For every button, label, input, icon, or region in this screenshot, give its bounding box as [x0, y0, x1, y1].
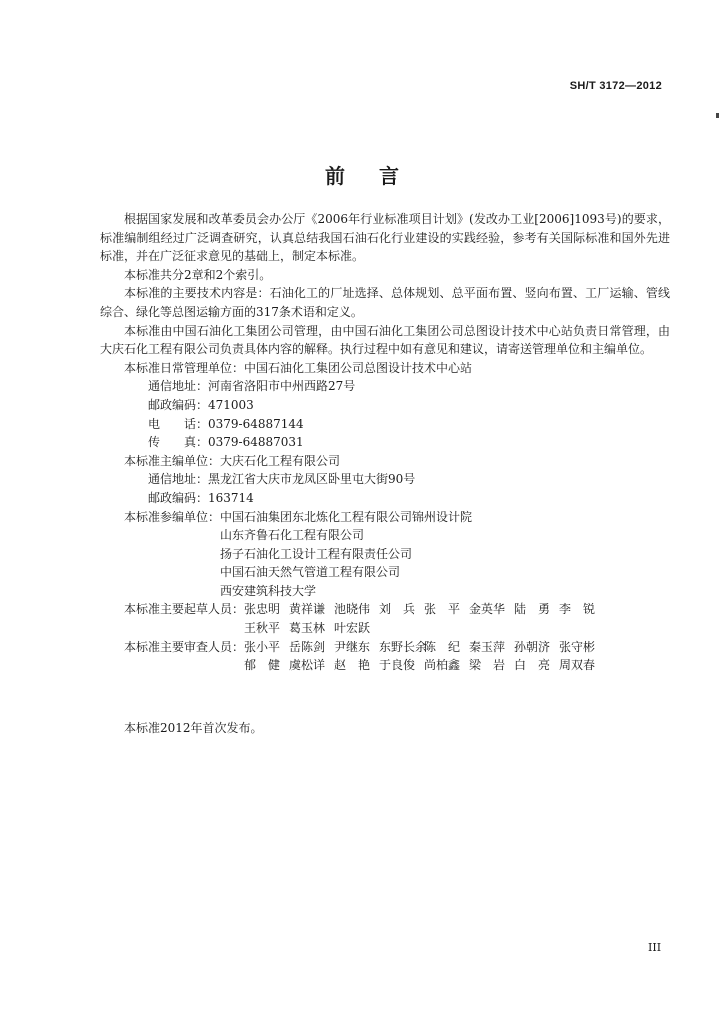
reviewer-name: 秦玉萍 — [469, 639, 506, 654]
reviewers-line — [244, 656, 604, 675]
paragraph-management: 本标准由中国石油化工集团公司管理，由中国石油化工集团公司总图设计技术中心站负责日常管理，由大庆石化工程有限公司负责具体内容的解释。执行过程中如有意见和建议，请寄送管理单位和主编单位。 — [100, 323, 670, 357]
drafter-name: 金英华 — [469, 602, 506, 617]
drafter-name: 张忠明 — [244, 602, 281, 617]
reviewer-name: 郁 健 — [244, 658, 281, 673]
management-unit-postcode: 邮政编码：471003 — [148, 397, 254, 412]
management-unit-row — [100, 359, 670, 378]
participating-unit: 中国石油集团东北炼化工程有限公司锦州设计院 — [220, 509, 473, 524]
reviewer-name: 白 亮 — [514, 658, 551, 673]
management-unit-phone: 电 话：0379-64887144 — [148, 416, 304, 431]
edge-mark — [716, 113, 719, 118]
drafter-name: 叶宏跃 — [334, 621, 371, 636]
management-unit-name: 中国石油化工集团公司总图设计技术中心站 — [244, 360, 473, 375]
drafter-name: 张 平 — [424, 602, 461, 617]
paragraph-basis: 根据国家发展和改革委员会办公厅《2006年行业标准项目计划》(发改办工业[2006]1093号)的要求，标准编制组经过广泛调查研究，认真总结我国石油石化行业建设的实践经验，参考有关国际标准和国外先进标准，并在广泛征求意见的基础上，制定本标准。 — [100, 212, 670, 264]
participating-unit: 山东齐鲁石化工程有限公司 — [220, 528, 365, 543]
drafter-name: 葛玉林 — [289, 621, 326, 636]
participating-units-list — [220, 508, 472, 601]
drafter-name: 黄祥谦 — [289, 602, 326, 617]
reviewer-name: 陈 纪 — [424, 639, 461, 654]
editor-unit-name: 大庆石化工程有限公司 — [220, 453, 341, 468]
drafters-label: 本标准主要起草人员： — [124, 602, 245, 617]
participating-units-label: 本标准参编单位： — [124, 509, 221, 524]
reviewer-name: 尚柏鑫 — [424, 658, 461, 673]
drafter-name: 池晓伟 — [334, 602, 371, 617]
participating-unit: 中国石油天然气管道工程有限公司 — [220, 565, 401, 580]
reviewer-name: 赵 艳 — [334, 658, 371, 673]
reviewer-name: 孙朝济 — [514, 639, 551, 654]
drafters-line — [244, 600, 604, 619]
reviewer-name: 东野长余 — [379, 639, 428, 654]
management-unit-label: 本标准日常管理单位： — [124, 360, 245, 375]
drafter-name: 刘 兵 — [379, 602, 416, 617]
participating-units-row — [100, 508, 670, 601]
management-unit-address: 通信地址：河南省洛阳市中州西路27号 — [148, 379, 356, 394]
editor-unit-label: 本标准主编单位： — [124, 453, 221, 468]
reviewers-line — [244, 638, 604, 657]
editor-unit-postcode: 邮政编码：163714 — [148, 490, 254, 505]
reviewers-names — [244, 638, 604, 675]
drafters-row — [100, 600, 670, 637]
reviewer-name: 张守彬 — [559, 639, 596, 654]
page-title: 前言 — [325, 164, 433, 188]
reviewer-name: 尹继东 — [334, 639, 371, 654]
reviewer-name: 于良俊 — [379, 658, 416, 673]
reviewer-name: 岳陈剑 — [289, 639, 326, 654]
release-note: 本标准2012年首次发布。 — [124, 720, 263, 735]
preface-body — [100, 210, 670, 737]
management-unit-fax: 传 真：0379-64887031 — [148, 435, 304, 450]
reviewers-label: 本标准主要审查人员： — [124, 639, 245, 654]
paragraph-content: 本标准的主要技术内容是：石油化工的厂址选择、总体规划、总平面布置、竖向布置、工厂运输、管线综合、绿化等总图运输方面的317条术语和定义。 — [100, 286, 670, 319]
reviewers-row — [100, 638, 670, 675]
drafter-name: 李 锐 — [559, 602, 596, 617]
editor-unit-row — [100, 452, 670, 471]
drafters-names — [244, 600, 604, 637]
spacer — [100, 675, 670, 719]
page-number: III — [648, 941, 662, 954]
paragraph-chapters: 本标准共分2章和2个索引。 — [124, 267, 272, 282]
drafters-line — [244, 619, 604, 638]
participating-unit: 西安建筑科技大学 — [220, 583, 317, 598]
drafter-name: 王秋平 — [244, 621, 281, 636]
reviewer-name: 张小平 — [244, 639, 281, 654]
reviewer-name: 周双春 — [559, 658, 596, 673]
participating-unit: 扬子石油化工设计工程有限责任公司 — [220, 546, 413, 561]
reviewer-name: 虞松详 — [289, 658, 326, 673]
reviewer-name: 梁 岩 — [469, 658, 506, 673]
standard-code: SH/T 3172—2012 — [569, 80, 662, 92]
editor-unit-address: 通信地址：黑龙江省大庆市龙凤区卧里屯大街90号 — [148, 472, 416, 487]
drafter-name: 陆 勇 — [514, 602, 551, 617]
